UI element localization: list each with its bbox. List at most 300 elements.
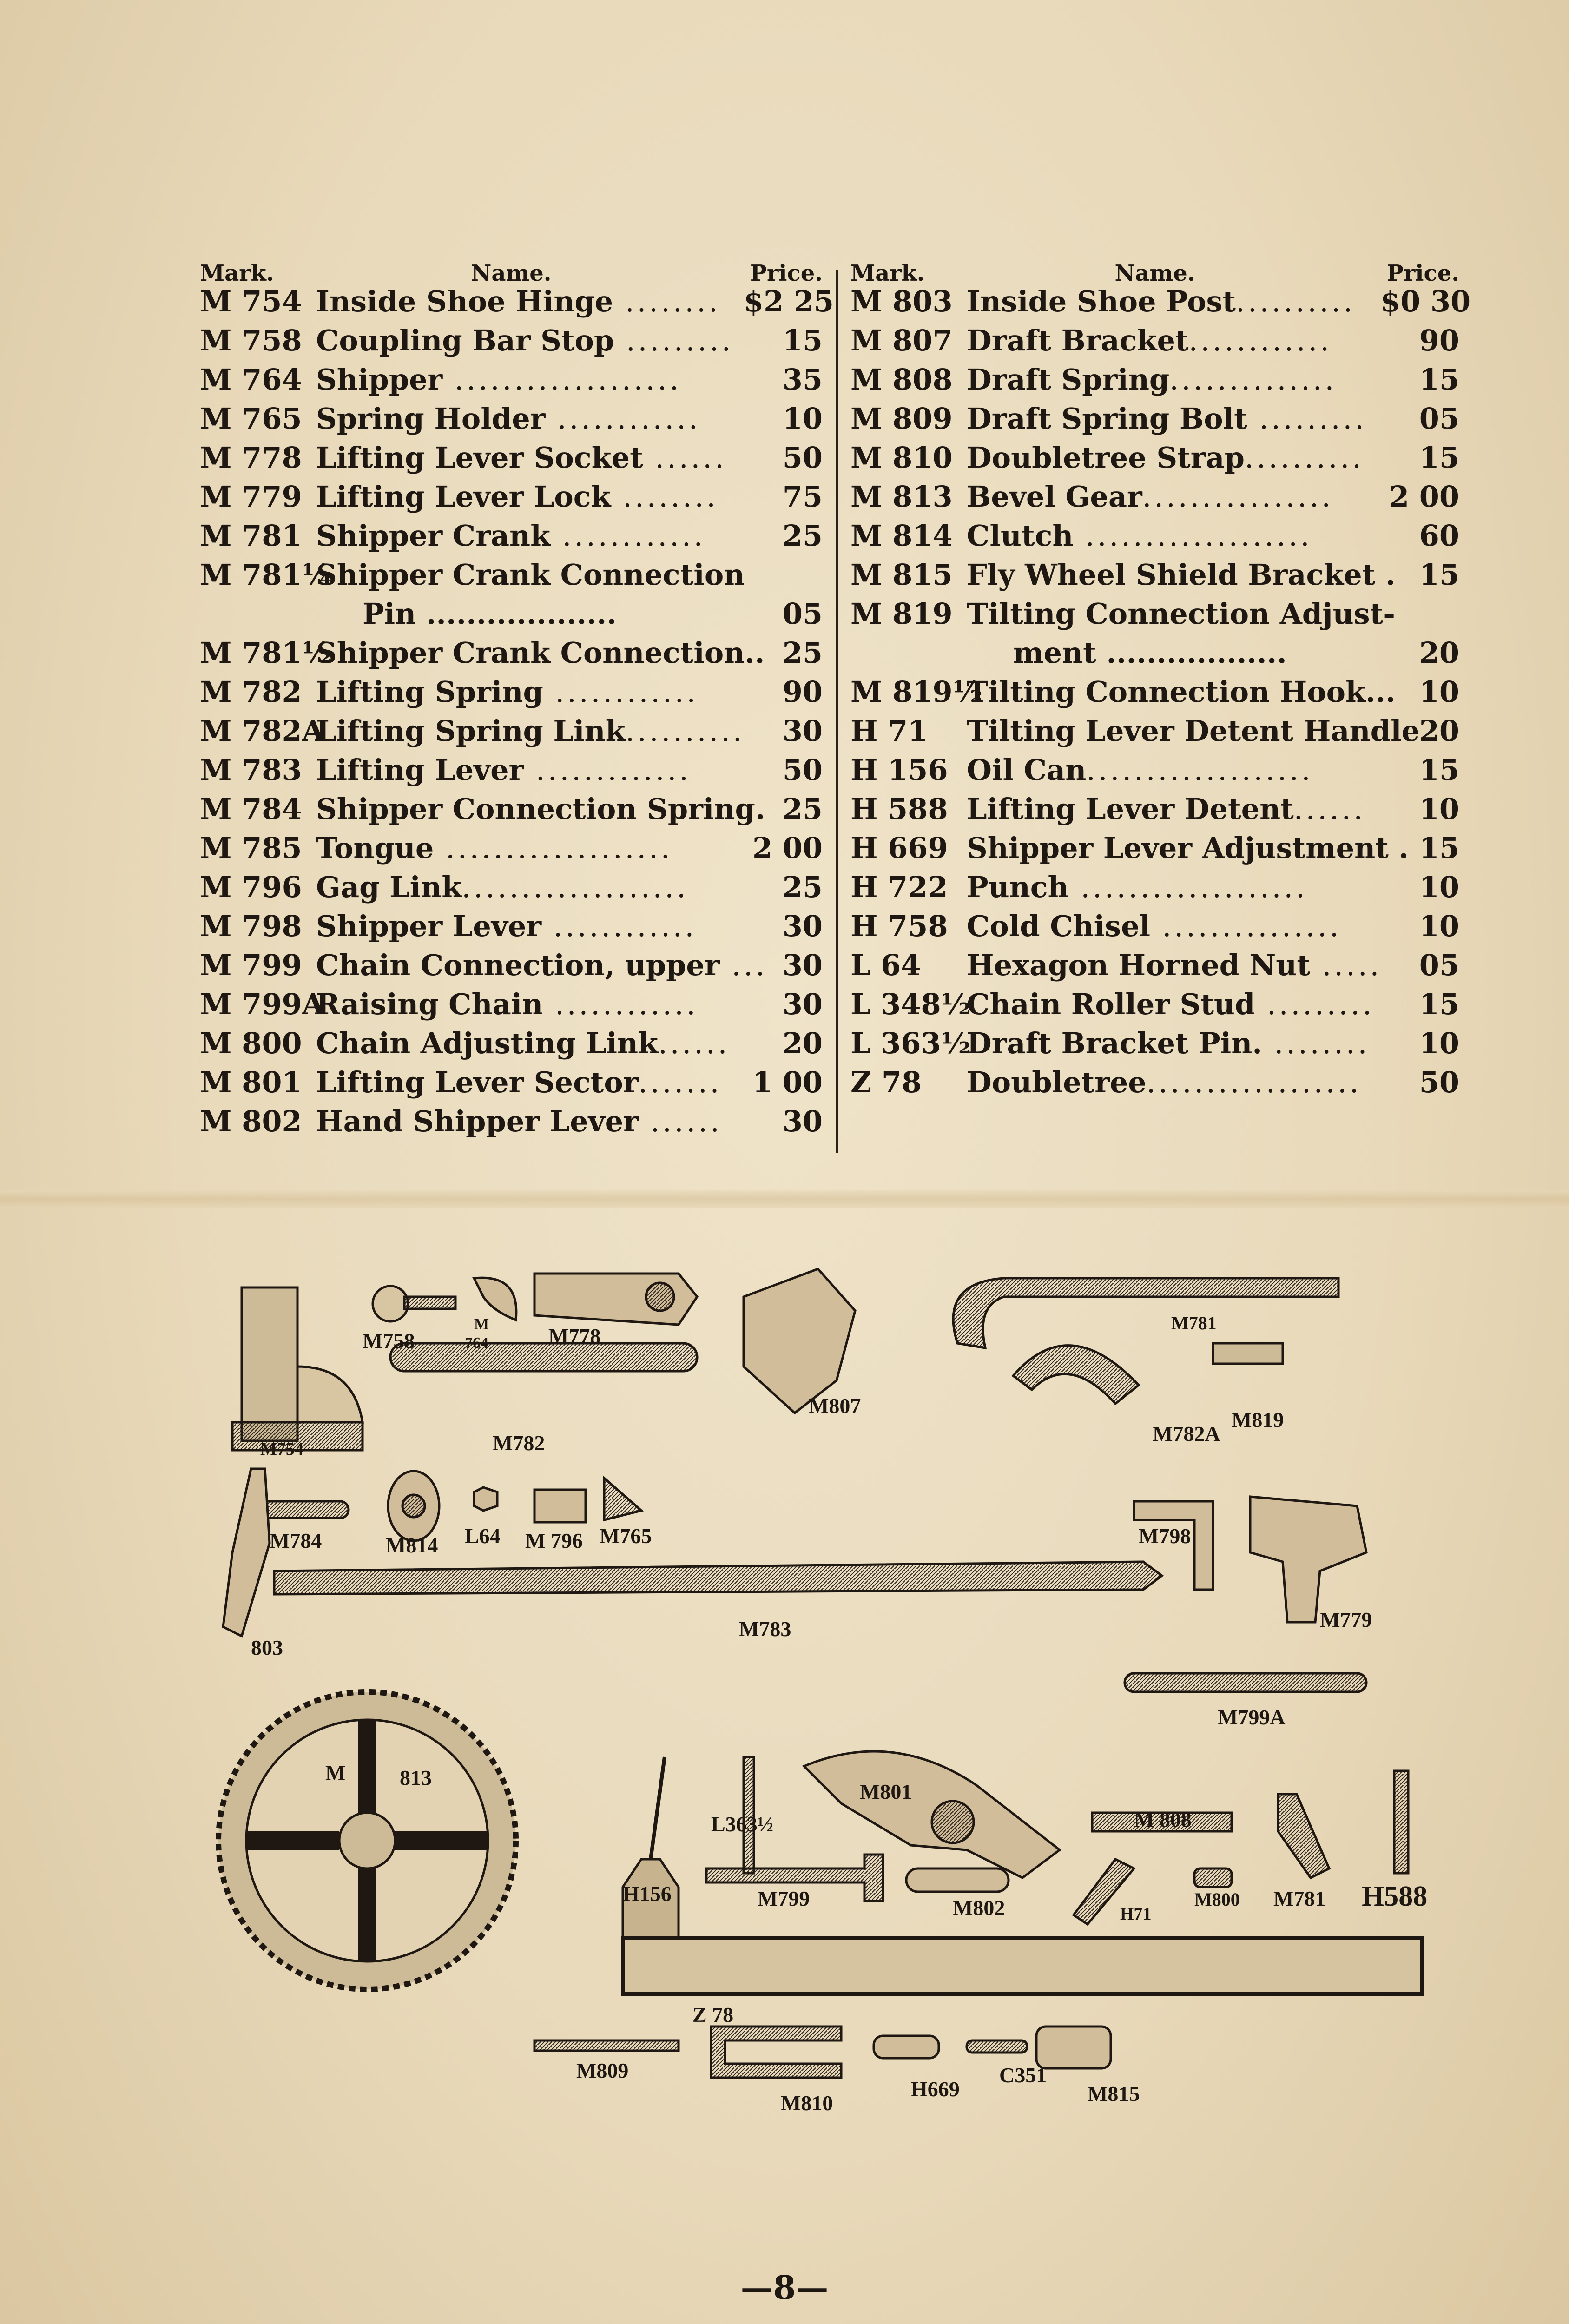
- leader-dots: ............: [541, 909, 697, 943]
- leader-dots: ..........: [1244, 441, 1365, 475]
- part-name-text: Shipper: [316, 363, 443, 396]
- header-name: Name.: [471, 260, 552, 286]
- part-mark: M 819: [850, 597, 953, 631]
- m783-lifting-lever: [274, 1562, 1162, 1594]
- price-row: [850, 909, 1459, 948]
- part-name-text: Coupling Bar Stop: [316, 324, 614, 357]
- part-price: 25: [782, 519, 823, 553]
- header-name: Name.: [1114, 260, 1195, 286]
- part-price: 50: [782, 441, 823, 475]
- label-m807: M807: [809, 1394, 861, 1418]
- part-price: 15: [1419, 831, 1459, 865]
- part-mark: M 810: [850, 441, 953, 475]
- m782a-lifting-spring-link: [1013, 1346, 1139, 1404]
- price-row: [850, 675, 1459, 714]
- part-mark: M 800: [200, 1026, 302, 1060]
- m819-tilting-connection: [1213, 1343, 1283, 1364]
- part-name: [967, 831, 1409, 865]
- label-m814: M814: [386, 1533, 438, 1557]
- part-price: 15: [1419, 987, 1459, 1021]
- leader-dots: ...: [719, 948, 768, 982]
- part-price: 35: [782, 363, 823, 396]
- part-name-text: Shipper Crank: [316, 519, 551, 553]
- price-row: [850, 987, 1459, 1026]
- leader-dots: ........: [611, 480, 719, 514]
- price-row: [200, 714, 823, 753]
- part-mark: M 781: [200, 519, 302, 553]
- part-name: [316, 675, 744, 709]
- price-row: [200, 1065, 823, 1104]
- label-m781: M781: [1171, 1313, 1217, 1334]
- price-row: [200, 284, 834, 324]
- label-m779: M779: [1320, 1608, 1372, 1631]
- leader-dots: ........: [613, 284, 721, 318]
- leader-dots: ............: [1188, 324, 1332, 357]
- price-row: [850, 831, 1459, 870]
- part-name: [316, 1026, 744, 1060]
- part-mark: M 813: [850, 480, 953, 514]
- part-mark: H 722: [850, 870, 948, 904]
- part-price: 2 00: [1389, 480, 1459, 514]
- part-price: 15: [1419, 753, 1459, 787]
- leader-dots: ................: [1142, 480, 1334, 514]
- price-row: [200, 987, 823, 1026]
- label-m802: M802: [953, 1896, 1005, 1920]
- leader-dots: ..........: [625, 714, 745, 748]
- part-name-text: Bevel Gear: [967, 480, 1142, 514]
- m802-hand-shipper-lever: [906, 1868, 1009, 1892]
- part-mark: M 809: [850, 402, 953, 436]
- part-name-text: Raising Chain: [316, 987, 543, 1021]
- part-mark: L 64: [850, 948, 921, 982]
- right-rows: [850, 284, 1471, 1104]
- part-mark: M 783: [200, 753, 302, 787]
- part-price: 50: [782, 753, 823, 787]
- part-name: [316, 284, 744, 318]
- part-name-text: Lifting Lever Sector: [316, 1065, 639, 1099]
- part-name: [316, 519, 744, 553]
- price-row: [850, 284, 1471, 324]
- label-m764-a: M: [474, 1316, 489, 1333]
- price-list-left-column: [200, 260, 834, 1153]
- label-m798: M798: [1139, 1524, 1191, 1548]
- part-mark: L 363½: [850, 1026, 971, 1060]
- leader-dots: ..................: [1146, 1065, 1362, 1099]
- part-mark: L 348½: [850, 987, 971, 1021]
- leader-dots: .......: [638, 1065, 722, 1099]
- part-mark: M 803: [850, 284, 953, 318]
- leader-dots: ............: [550, 519, 706, 553]
- part-mark: H 156: [850, 753, 948, 787]
- part-name: [316, 792, 765, 826]
- price-row: [200, 948, 823, 987]
- m781-shipper-crank: [953, 1278, 1338, 1348]
- c351-pin: [967, 2040, 1027, 2053]
- part-price: 50: [1419, 1065, 1459, 1099]
- part-name-continued-text: ment: [1013, 636, 1096, 670]
- part-price: 25: [782, 870, 823, 904]
- part-name: [967, 324, 1380, 357]
- part-name-text: Spring Holder: [316, 402, 546, 436]
- label-m782a: M782A: [1153, 1422, 1220, 1446]
- label-m813-b: 813: [400, 1766, 432, 1789]
- part-name-continued: [316, 597, 744, 631]
- leader-dots: ........: [1262, 1026, 1370, 1060]
- part-mark: M 764: [200, 363, 302, 396]
- price-row: [850, 753, 1459, 792]
- part-name: [316, 324, 744, 357]
- part-mark: M 778: [200, 441, 302, 475]
- part-name-text: Oil Can: [967, 753, 1087, 787]
- leader-dots: ...................: [442, 363, 682, 396]
- part-name: [316, 831, 744, 865]
- price-row: [200, 792, 823, 831]
- h156-oil-can: [623, 1757, 679, 1966]
- label-h71: H71: [1120, 1904, 1152, 1924]
- part-mark: M 807: [850, 324, 953, 357]
- label-m808: M 808: [1134, 1808, 1192, 1831]
- part-name: [316, 636, 765, 670]
- part-price: 30: [782, 1104, 823, 1138]
- price-row: [200, 363, 823, 402]
- part-price: 10: [782, 402, 823, 436]
- part-name: [316, 753, 744, 787]
- part-price: $0 30: [1380, 284, 1471, 318]
- part-name-text: Shipper Connection Spring.: [316, 792, 765, 826]
- part-mark: M 784: [200, 792, 302, 826]
- part-name-text: Gag Link: [316, 870, 462, 904]
- part-price: 15: [1419, 558, 1459, 592]
- label-m764-b: 764: [465, 1334, 488, 1352]
- part-mark: M 796: [200, 870, 302, 904]
- part-mark: M 799: [200, 948, 302, 982]
- leader-dots: .........: [1255, 987, 1375, 1021]
- part-name: [316, 909, 744, 943]
- leader-dots: .........: [614, 324, 734, 357]
- part-name-text: Doubletree Strap: [967, 441, 1245, 475]
- label-m765: M765: [600, 1524, 652, 1548]
- part-price: 05: [782, 597, 823, 631]
- part-mark: M 798: [200, 909, 302, 943]
- m778-lifting-lever-socket: [534, 1274, 697, 1325]
- m781-crank-small: [1278, 1794, 1329, 1878]
- part-name-text: Draft Spring: [967, 363, 1170, 396]
- m807-draft-bracket: [744, 1269, 855, 1413]
- leader-dots: ..........: [1236, 284, 1356, 318]
- label-m758: M758: [363, 1329, 415, 1353]
- price-row: [850, 1026, 1459, 1065]
- leader-dots: ...................: [434, 831, 673, 865]
- l64-hex-nut: [474, 1487, 497, 1511]
- part-name-text: Lifting Spring Link: [316, 714, 626, 748]
- part-price: 15: [1419, 363, 1459, 396]
- m809-draft-spring-bolt: [534, 2040, 679, 2051]
- m800-chain-adjusting-link: [1194, 1868, 1232, 1887]
- column-header: [850, 260, 1459, 284]
- label-m784: M784: [270, 1529, 322, 1552]
- part-name: [316, 1065, 744, 1099]
- part-name-text: Draft Spring Bolt: [967, 402, 1247, 436]
- price-row: [850, 948, 1459, 987]
- part-name-text: Lifting Lever Socket: [316, 441, 643, 475]
- part-name-text: Chain Roller Stud: [967, 987, 1255, 1021]
- m803-inside-shoe-post: [223, 1469, 270, 1636]
- header-price: Price.: [750, 260, 823, 286]
- part-name-text: Shipper Lever: [316, 909, 541, 943]
- price-row: [200, 324, 823, 363]
- part-name: [967, 441, 1380, 475]
- paper-fold: [0, 1190, 1569, 1208]
- part-name-text: Hand Shipper Lever: [316, 1104, 639, 1138]
- part-mark: M 782: [200, 675, 302, 709]
- part-mark: M 801: [200, 1065, 302, 1099]
- label-m809: M809: [576, 2059, 629, 2082]
- label-c351: C351: [999, 2063, 1047, 2087]
- label-m781-b: M781: [1273, 1887, 1326, 1910]
- leader-dots: ...................: [1086, 753, 1313, 787]
- part-mark: M 779: [200, 480, 302, 514]
- h669-shipper-lever-adjustment: [874, 2036, 939, 2058]
- m758-coupling-bar-stop: [373, 1286, 455, 1321]
- part-price: 90: [1419, 324, 1459, 357]
- label-m819: M819: [1232, 1408, 1284, 1432]
- part-name: [316, 714, 744, 748]
- part-price: 25: [782, 792, 823, 826]
- price-row: [850, 363, 1459, 402]
- part-mark: H 669: [850, 831, 948, 865]
- part-name: [967, 870, 1380, 904]
- label-m813-a: M: [325, 1761, 346, 1785]
- price-row: [850, 714, 1459, 753]
- leader-dots: ............: [545, 402, 701, 436]
- part-name: [967, 753, 1380, 787]
- price-row: [850, 870, 1459, 909]
- part-name-text: Lifting Spring: [316, 675, 543, 709]
- label-m778: M778: [548, 1324, 601, 1348]
- price-list-right-column: [850, 260, 1471, 1153]
- price-row: [850, 480, 1459, 519]
- label-m799a: M799A: [1218, 1705, 1286, 1729]
- part-mark: M 819½: [850, 675, 983, 709]
- price-row: [850, 597, 1459, 675]
- part-name: [967, 948, 1380, 982]
- part-price: 10: [1419, 675, 1459, 709]
- part-mark: M 785: [200, 831, 302, 865]
- part-name-text: Tilting Connection Hook...: [967, 675, 1396, 709]
- part-price: 10: [1419, 870, 1459, 904]
- price-row: [200, 675, 823, 714]
- part-name-text: Tilting Connection Adjust-: [967, 597, 1395, 631]
- part-price: 30: [782, 987, 823, 1021]
- part-name-text: Chain Connection, upper: [316, 948, 720, 982]
- part-mark: M 754: [200, 284, 302, 318]
- leader-dots: ......: [658, 1026, 730, 1060]
- part-name: [967, 1065, 1380, 1099]
- price-row: [850, 441, 1459, 480]
- m764-shipper: [474, 1278, 516, 1320]
- part-name: [967, 519, 1380, 553]
- m754-inside-shoe-hinge: [232, 1287, 363, 1450]
- m799a-raising-chain: [1125, 1673, 1366, 1692]
- label-m782: M782: [493, 1431, 545, 1455]
- label-h669: H669: [911, 2077, 960, 2101]
- m810-doubletree-strap: [711, 2027, 841, 2078]
- part-price: 10: [1419, 792, 1459, 826]
- part-mark: M 815: [850, 558, 953, 592]
- part-name: [316, 480, 744, 514]
- leader-dots: ...................: [1073, 519, 1312, 553]
- part-price: 15: [1419, 441, 1459, 475]
- part-name: [316, 558, 744, 592]
- part-name-text: Lifting Lever: [316, 753, 524, 787]
- part-name-text: Punch: [967, 870, 1069, 904]
- leader-dots: ...................: [1068, 870, 1308, 904]
- label-l363: L363½: [711, 1812, 774, 1836]
- part-name-text: Clutch: [967, 519, 1074, 553]
- page-number: —8—: [740, 2268, 829, 2307]
- price-row: [850, 402, 1459, 441]
- m782-lifting-spring: [390, 1343, 697, 1371]
- column-header: [200, 260, 823, 284]
- part-name: [967, 363, 1380, 396]
- part-name: [316, 1104, 744, 1138]
- label-h588: H588: [1362, 1881, 1428, 1912]
- part-price: 25: [782, 636, 823, 670]
- part-mark: M 781½: [200, 636, 332, 670]
- price-row: [200, 1026, 823, 1065]
- label-m796: M 796: [525, 1529, 583, 1552]
- part-mark: M 799A: [200, 987, 324, 1021]
- label-z78: Z 78: [692, 2003, 734, 2027]
- part-name-text: Lifting Lever Lock: [316, 480, 611, 514]
- label-m800: M800: [1194, 1889, 1240, 1910]
- leader-dots: ...................: [461, 870, 689, 904]
- price-row: [200, 909, 823, 948]
- label-803: 803: [251, 1636, 283, 1659]
- part-name: [967, 714, 1420, 748]
- price-row: [850, 324, 1459, 363]
- leader-dots: .........: [1247, 402, 1367, 436]
- part-mark: H 758: [850, 909, 948, 943]
- leader-dots: ......: [638, 1104, 722, 1138]
- part-price: 60: [1419, 519, 1459, 553]
- parts-engraving: [214, 1227, 1441, 2133]
- part-price: 05: [1419, 402, 1459, 436]
- leader-dots: ...................: [416, 597, 617, 631]
- part-price: 05: [1419, 948, 1459, 982]
- part-name-text: Chain Adjusting Link: [316, 1026, 659, 1060]
- price-row: [850, 1065, 1459, 1104]
- part-mark: H 71: [850, 714, 928, 748]
- leader-dots: ......: [643, 441, 727, 475]
- part-mark: H 588: [850, 792, 948, 826]
- part-mark: M 802: [200, 1104, 302, 1138]
- price-row: [850, 792, 1459, 831]
- leader-dots: ......: [1293, 792, 1366, 826]
- part-name: [316, 870, 744, 904]
- part-name-text: Inside Shoe Post: [967, 284, 1236, 318]
- part-price: 20: [1419, 636, 1459, 670]
- price-row: [200, 870, 823, 909]
- part-mark: M 781¼: [200, 558, 332, 592]
- label-m815: M815: [1088, 2082, 1140, 2106]
- part-name: [967, 792, 1380, 826]
- label-m799: M799: [758, 1887, 810, 1910]
- header-mark: Mark.: [200, 260, 274, 286]
- part-name-text: Shipper Crank Connection..: [316, 636, 765, 670]
- m814-clutch: [388, 1471, 439, 1541]
- part-mark: M 782A: [200, 714, 324, 748]
- part-price: 10: [1419, 909, 1459, 943]
- part-price: 1 00: [752, 1065, 823, 1099]
- left-rows: [200, 284, 834, 1143]
- part-price: 30: [782, 714, 823, 748]
- price-row: [200, 558, 823, 636]
- leader-dots: ............: [543, 987, 699, 1021]
- part-name: [967, 402, 1380, 436]
- parts-illustration: [214, 1227, 1441, 2133]
- part-mark: M 765: [200, 402, 302, 436]
- part-name: [316, 441, 744, 475]
- price-row: [200, 480, 823, 519]
- part-mark: Z 78: [850, 1065, 922, 1099]
- leader-dots: ............: [543, 675, 699, 709]
- part-name: [967, 675, 1396, 709]
- part-price: 20: [782, 1026, 823, 1060]
- label-m810: M810: [781, 2091, 833, 2115]
- part-name: [967, 909, 1380, 943]
- part-name-text: Fly Wheel Shield Bracket .: [967, 558, 1396, 592]
- part-name-text: Draft Bracket Pin.: [967, 1026, 1262, 1060]
- part-name-text: Doubletree: [967, 1065, 1147, 1099]
- part-name-text: Tongue: [316, 831, 434, 865]
- label-m754: M754: [260, 1439, 303, 1459]
- m784-spring: [256, 1501, 349, 1518]
- part-mark: M 808: [850, 363, 953, 396]
- part-name-text: Cold Chisel: [967, 909, 1151, 943]
- header-mark: Mark.: [850, 260, 925, 286]
- part-name: [316, 363, 744, 396]
- part-name-text: Tilting Lever Detent Handle: [967, 714, 1420, 748]
- part-name-continued: [967, 636, 1380, 670]
- part-name-text: Lifting Lever Detent: [967, 792, 1294, 826]
- part-price: 20: [1419, 714, 1459, 748]
- leader-dots: ...............: [1150, 909, 1342, 943]
- m815-shield-bracket: [1036, 2027, 1111, 2068]
- column-divider: [836, 270, 838, 1153]
- price-list-table: [195, 260, 1471, 1153]
- part-price: 15: [782, 324, 823, 357]
- price-row: [200, 636, 823, 675]
- price-row: [200, 753, 823, 792]
- part-price: 2 00: [752, 831, 823, 865]
- part-name: [967, 558, 1396, 592]
- leader-dots: .....: [1310, 948, 1382, 982]
- part-name: [316, 402, 744, 436]
- part-name: [967, 987, 1380, 1021]
- m796-gag-link: [534, 1490, 586, 1522]
- part-name: [316, 987, 744, 1021]
- part-name: [967, 597, 1395, 631]
- price-row: [200, 441, 823, 480]
- part-name-text: Shipper Crank Connection: [316, 558, 745, 592]
- part-name-text: Hexagon Horned Nut: [967, 948, 1310, 982]
- z78-doubletree: [623, 1938, 1422, 1994]
- part-name-text: Draft Bracket: [967, 324, 1189, 357]
- part-price: $2 25: [744, 284, 834, 318]
- m813-bevel-gear: [218, 1692, 516, 1989]
- part-mark: M 758: [200, 324, 302, 357]
